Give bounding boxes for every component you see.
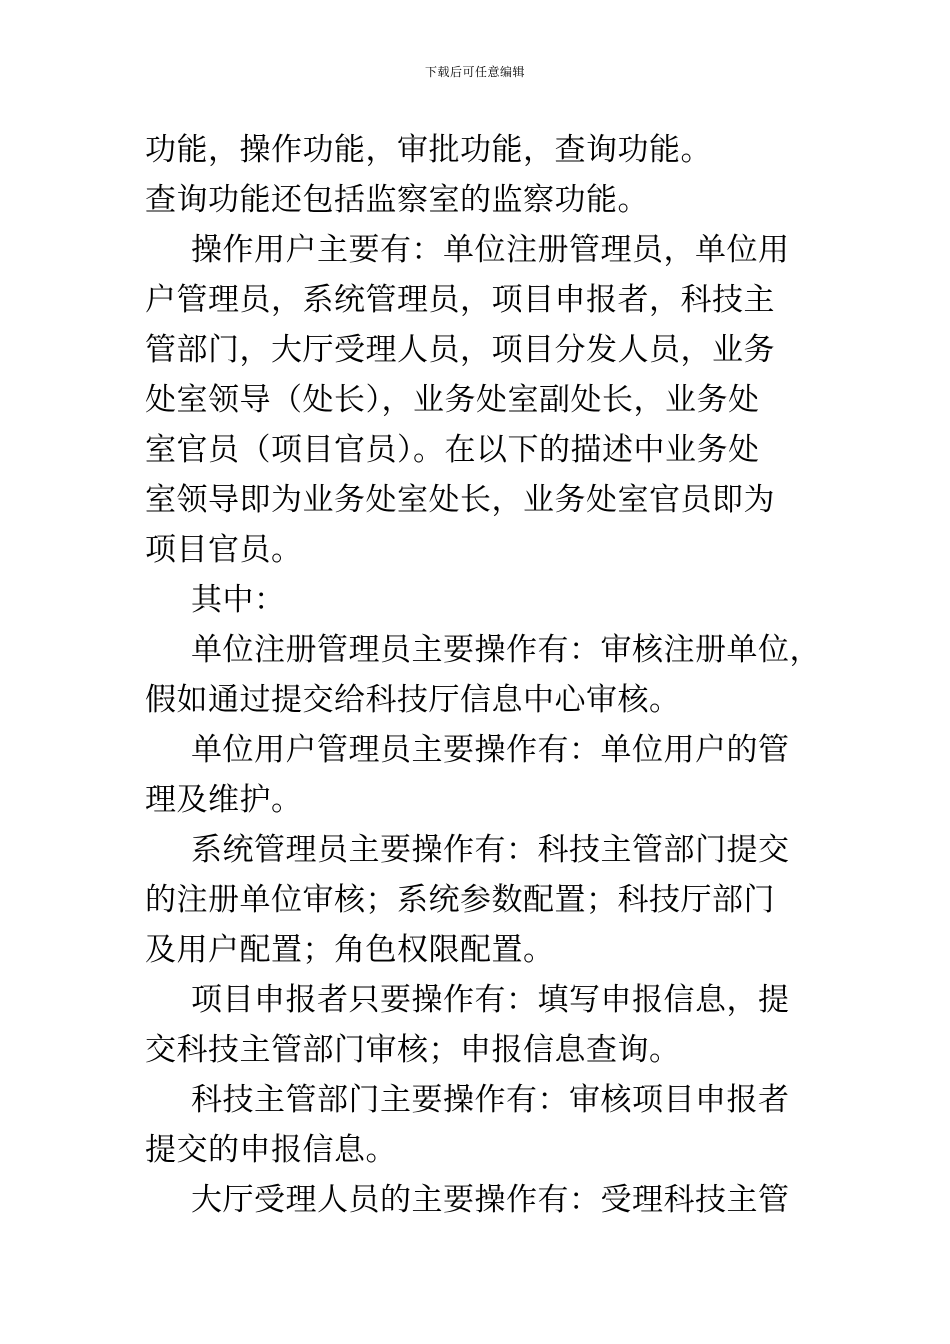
paragraph-start-line: 单位用户管理员主要操作有：单位用户的管 — [191, 732, 790, 768]
paragraph-start-line: 科技主管部门主要操作有：审核项目申报者 — [191, 1082, 790, 1118]
text-line: 户管理员，系统管理员，项目申报者，科技主 — [145, 282, 775, 318]
paragraph-start-line: 系统管理员主要操作有：科技主管部门提交 — [191, 832, 790, 868]
document-body — [145, 125, 825, 1225]
page-header: 下载后可任意编辑 — [424, 65, 525, 79]
text-line: 功能，操作功能，审批功能，查询功能。 — [145, 132, 712, 168]
paragraph-start-line: 其中： — [191, 582, 286, 618]
text-line: 理及维护。 — [145, 782, 303, 818]
paragraph-start-line: 操作用户主要有：单位注册管理员，单位用 — [191, 232, 790, 268]
text-line: 管部门，大厅受理人员，项目分发人员，业务 — [145, 332, 775, 368]
text-line: 处室领导（处长），业务处室副处长，业务处 — [145, 382, 760, 418]
text-line: 提交的申报信息。 — [145, 1132, 397, 1168]
text-line: 项目官员。 — [145, 532, 303, 568]
text-line: 室官员（项目官员）。在以下的描述中业务处 — [145, 432, 760, 468]
text-line: 室领导即为业务处室处长，业务处室官员即为 — [145, 482, 775, 518]
paragraph-start-line: 大厅受理人员的主要操作有：受理科技主管 — [191, 1182, 790, 1218]
text-line: 及用户配置；角色权限配置。 — [145, 932, 555, 968]
text-line: 交科技主管部门审核；申报信息查询。 — [145, 1032, 681, 1068]
text-line: 假如通过提交给科技厅信息中心审核。 — [145, 682, 681, 718]
text-line: 的注册单位审核；系统参数配置；科技厅部门 — [145, 882, 775, 918]
paragraph-start-line: 单位注册管理员主要操作有：审核注册单位， — [191, 632, 821, 668]
text-line: 查询功能还包括监察室的监察功能。 — [145, 182, 649, 218]
paragraph-start-line: 项目申报者只要操作有：填写申报信息，提 — [191, 982, 790, 1018]
